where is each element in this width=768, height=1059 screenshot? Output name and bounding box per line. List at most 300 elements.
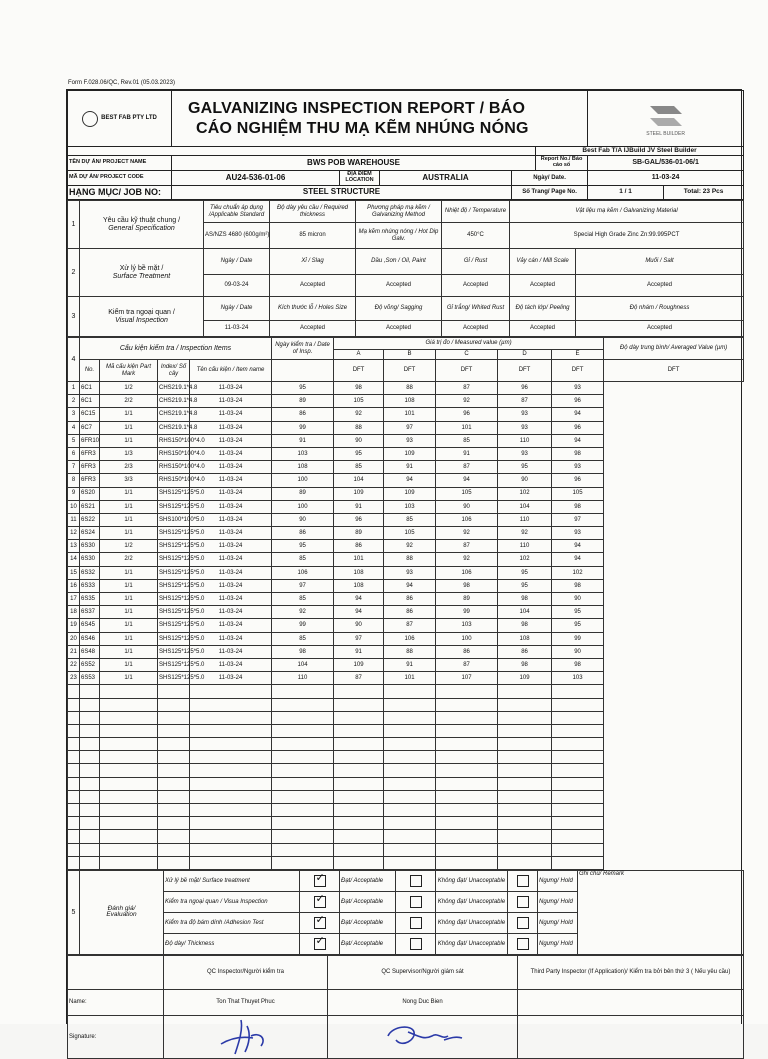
dft-a: 91 xyxy=(272,434,334,447)
dft-a: 99 xyxy=(272,619,334,632)
dft-c: 94 xyxy=(384,579,436,592)
dft-d: 92 xyxy=(436,395,498,408)
table-row xyxy=(68,566,744,579)
table-row xyxy=(68,540,744,553)
unacceptable-checkbox[interactable] xyxy=(396,891,436,912)
table-row xyxy=(68,447,744,460)
part-mark: 6C7 xyxy=(80,421,100,434)
row-no: 22 xyxy=(68,658,80,671)
index: 1/1 xyxy=(100,632,158,645)
part-mark: 6S24 xyxy=(80,527,100,540)
remark: Ghi chú/ Remark xyxy=(578,870,744,954)
dft-b: 95 xyxy=(334,447,384,460)
dft-d: 96 xyxy=(436,408,498,421)
table-row xyxy=(68,487,744,500)
item-name: SHS125*125*5.0 xyxy=(158,540,190,553)
dft-b: 109 xyxy=(334,487,384,500)
dft-e: 96 xyxy=(498,382,552,395)
evaluation-row: Độ dày/ Thickness ✓ Đạt/ Acceptable Không đạt/ Unacceptable Ngưng/ Hold xyxy=(68,933,744,954)
table-row xyxy=(68,500,744,513)
row-no: 23 xyxy=(68,672,80,685)
signature-label: Signature: xyxy=(68,1015,164,1058)
check-icon: ✓ xyxy=(315,913,325,926)
row-no: 17 xyxy=(68,593,80,606)
part-mark: 6S22 xyxy=(80,513,100,526)
dft-b: 86 xyxy=(334,540,384,553)
row-no: 1 xyxy=(68,382,80,395)
dft-c: 91 xyxy=(384,658,436,671)
table-row xyxy=(68,790,744,803)
dft-average: 96 xyxy=(552,395,604,408)
insp-date: 11-03-24 xyxy=(190,566,272,579)
dft-c: 92 xyxy=(384,540,436,553)
unacceptable-checkbox[interactable] xyxy=(396,870,436,891)
table-row xyxy=(68,817,744,830)
table-row xyxy=(68,777,744,790)
dft-d: 100 xyxy=(436,632,498,645)
dft-a: 89 xyxy=(272,487,334,500)
table-row xyxy=(68,658,744,671)
row-no: 5 xyxy=(68,434,80,447)
dft-b: 85 xyxy=(334,461,384,474)
insp-date: 11-03-24 xyxy=(190,474,272,487)
row-no: 18 xyxy=(68,606,80,619)
row-no: 13 xyxy=(68,540,80,553)
row-no: 8 xyxy=(68,474,80,487)
dft-e: 93 xyxy=(498,447,552,460)
index: 1/3 xyxy=(100,447,158,460)
report-no-label: Report No./ Báo cáo số xyxy=(536,156,588,171)
evaluation-row: 5 Đánh giá/ Evaluation Xử lý bề mặt/ Surface treatment ✓ Đạt/ Acceptable Không đạt/ Unacceptable Ngưng/ Hold Ghi chú/ Remark xyxy=(68,870,744,891)
steel-builder-logo: STEEL BUILDER xyxy=(588,91,744,147)
date-of-insp-header: Ngày kiểm tra / Date of Insp. xyxy=(272,338,334,360)
averaged-value-header: Độ dày trung bình/ Averaged Value (µm) xyxy=(604,338,744,360)
dft-average: 103 xyxy=(552,672,604,685)
table-row xyxy=(68,724,744,737)
item-name: CHS219.1*4.8 xyxy=(158,421,190,434)
supervisor-signature xyxy=(328,1015,518,1058)
table-row xyxy=(68,513,744,526)
dft-a: 106 xyxy=(272,566,334,579)
applicable-standard: AS/NZS 4680 (600g/m²) xyxy=(204,223,270,249)
report-title: GALVANIZING INSPECTION REPORT / BÁO CÁO NGHIỆM THU MẠ KẼM NHÚNG NÓNG xyxy=(172,91,588,147)
part-mark: 6S53 xyxy=(80,672,100,685)
dft-e: 95 xyxy=(498,566,552,579)
part-mark: 6S52 xyxy=(80,658,100,671)
item-name: RHS150*100*4.0 xyxy=(158,461,190,474)
visual-inspection-date: 11-03-24 xyxy=(204,321,270,337)
dft-c: 97 xyxy=(384,421,436,434)
location: AUSTRALIA xyxy=(380,171,512,186)
required-thickness: 85 micron xyxy=(270,223,356,249)
company-logo: BEST FAB PTY LTD xyxy=(68,91,172,147)
acceptable-checkbox[interactable] xyxy=(300,912,340,933)
part-mark: 6S30 xyxy=(80,540,100,553)
part-mark: 6S20 xyxy=(80,487,100,500)
third-party-title: Third Party Inspector (If Application)/ Kiểm tra bởi bên thứ 3 ( Nếu yêu cầu) xyxy=(518,955,744,989)
inspection-items-header: Cấu kiện kiểm tra / Inspection Items xyxy=(80,338,272,360)
dft-c: 88 xyxy=(384,645,436,658)
steel-builder-logo-icon xyxy=(644,100,688,132)
row-no: 19 xyxy=(68,619,80,632)
item-name: SHS125*125*5.0 xyxy=(158,658,190,671)
index: 1/1 xyxy=(100,487,158,500)
dft-e: 104 xyxy=(498,606,552,619)
table-row xyxy=(68,593,744,606)
item-name: SHS125*125*5.0 xyxy=(158,566,190,579)
table-row xyxy=(68,421,744,434)
table-row xyxy=(68,579,744,592)
dft-e: 90 xyxy=(498,474,552,487)
check-icon: ✓ xyxy=(315,892,325,905)
dft-d: 87 xyxy=(436,382,498,395)
index: 1/1 xyxy=(100,434,158,447)
dft-average: 90 xyxy=(552,645,604,658)
form-reference: Form F.028.06/QC, Rev.01 (05.03.2023) xyxy=(68,80,175,86)
item-name: CHS219.1*4.8 xyxy=(158,408,190,421)
dft-a: 100 xyxy=(272,474,334,487)
dft-d: 91 xyxy=(436,447,498,460)
part-mark: 6S46 xyxy=(80,632,100,645)
date-label: Ngày/ Date. xyxy=(512,171,588,186)
dft-c: 86 xyxy=(384,593,436,606)
unacceptable-checkbox[interactable] xyxy=(396,933,436,954)
item-name: SHS125*125*5.0 xyxy=(158,619,190,632)
evaluation-item: Kiểm tra độ bám dính /Adhesion Test xyxy=(164,912,300,933)
table-row xyxy=(68,672,744,685)
dft-average: 96 xyxy=(552,421,604,434)
table-row xyxy=(68,685,744,698)
hold-checkbox[interactable] xyxy=(508,933,538,954)
dft-b: 91 xyxy=(334,500,384,513)
dft-b: 109 xyxy=(334,658,384,671)
index: 1/1 xyxy=(100,513,158,526)
table-row xyxy=(68,606,744,619)
row-no: 3 xyxy=(68,408,80,421)
table-row xyxy=(68,698,744,711)
index: 1/1 xyxy=(100,658,158,671)
galvanizing-material: Special High Grade Zinc Zn:99.995PCT xyxy=(510,223,744,249)
job: STEEL STRUCTURE xyxy=(172,186,512,200)
item-name: SHS125*125*5.0 xyxy=(158,606,190,619)
evaluation-item: Độ dày/ Thickness xyxy=(164,933,300,954)
evaluation-section xyxy=(67,870,744,955)
dft-average: 94 xyxy=(552,408,604,421)
dft-c: 106 xyxy=(384,632,436,645)
dft-c: 94 xyxy=(384,474,436,487)
hold-checkbox[interactable] xyxy=(508,912,538,933)
dft-b: 98 xyxy=(334,382,384,395)
table-row xyxy=(68,738,744,751)
insp-date: 11-03-24 xyxy=(190,500,272,513)
item-name: SHS125*125*5.0 xyxy=(158,645,190,658)
page-label: Số Trang/ Page No. xyxy=(512,186,588,200)
supervisor-name: Nong Duc Bien xyxy=(328,989,518,1015)
part-mark: 6S37 xyxy=(80,606,100,619)
part-mark: 6FR10 xyxy=(80,434,100,447)
dft-c: 103 xyxy=(384,500,436,513)
insp-date: 11-03-24 xyxy=(190,421,272,434)
dft-e: 109 xyxy=(498,672,552,685)
index: 2/2 xyxy=(100,395,158,408)
index: 1/2 xyxy=(100,382,158,395)
dft-e: 98 xyxy=(498,593,552,606)
dft-d: 101 xyxy=(436,421,498,434)
dft-d: 99 xyxy=(436,606,498,619)
table-row xyxy=(68,764,744,777)
dft-d: 85 xyxy=(436,434,498,447)
dft-average: 94 xyxy=(552,553,604,566)
index: 1/1 xyxy=(100,672,158,685)
row-no: 7 xyxy=(68,461,80,474)
table-row xyxy=(68,408,744,421)
dft-e: 87 xyxy=(498,395,552,408)
dft-a: 95 xyxy=(272,540,334,553)
insp-date: 11-03-24 xyxy=(190,658,272,671)
dft-average: 93 xyxy=(552,527,604,540)
insp-date: 11-03-24 xyxy=(190,593,272,606)
best-fab-logo-icon xyxy=(82,111,98,127)
dft-a: 95 xyxy=(272,382,334,395)
table-row xyxy=(68,751,744,764)
dft-d: 92 xyxy=(436,527,498,540)
part-mark: 6FR3 xyxy=(80,474,100,487)
table-row xyxy=(68,804,744,817)
table-row xyxy=(68,553,744,566)
dft-d: 89 xyxy=(436,593,498,606)
part-mark: 6C1 xyxy=(80,382,100,395)
dft-e: 104 xyxy=(498,500,552,513)
part-mark: 6C1 xyxy=(80,395,100,408)
dft-average: 99 xyxy=(552,632,604,645)
dft-b: 92 xyxy=(334,408,384,421)
dft-average: 96 xyxy=(552,474,604,487)
table-row xyxy=(68,645,744,658)
insp-date: 11-03-24 xyxy=(190,395,272,408)
dft-b: 105 xyxy=(334,395,384,408)
dft-b: 108 xyxy=(334,566,384,579)
table-row xyxy=(68,632,744,645)
dft-a: 103 xyxy=(272,447,334,460)
dft-c: 93 xyxy=(384,434,436,447)
part-mark: 6S48 xyxy=(80,645,100,658)
dft-c: 86 xyxy=(384,606,436,619)
dft-d: 92 xyxy=(436,553,498,566)
dft-average: 102 xyxy=(552,566,604,579)
item-name: SHS125*125*5.0 xyxy=(158,500,190,513)
measured-value-header: Giá trị đo / Measured value (µm) xyxy=(334,338,604,350)
item-name: SHS125*125*5.0 xyxy=(158,553,190,566)
hold-checkbox[interactable] xyxy=(508,891,538,912)
visual-inspection-label: Kiểm tra ngoại quan / Visual Inspection xyxy=(80,297,204,337)
row-no: 6 xyxy=(68,447,80,460)
dft-c: 109 xyxy=(384,487,436,500)
dft-d: 87 xyxy=(436,461,498,474)
acceptable-checkbox[interactable] xyxy=(300,870,340,891)
dft-a: 99 xyxy=(272,421,334,434)
dft-e: 110 xyxy=(498,434,552,447)
index: 1/1 xyxy=(100,606,158,619)
dft-a: 110 xyxy=(272,672,334,685)
index: 1/1 xyxy=(100,421,158,434)
dft-c: 87 xyxy=(384,619,436,632)
dft-d: 98 xyxy=(436,579,498,592)
dft-average: 93 xyxy=(552,461,604,474)
project-name: BWS POB WAREHOUSE xyxy=(172,156,536,171)
table-row xyxy=(68,474,744,487)
dft-e: 110 xyxy=(498,540,552,553)
dft-d: 87 xyxy=(436,540,498,553)
dft-c: 108 xyxy=(384,395,436,408)
dft-d: 87 xyxy=(436,658,498,671)
dft-a: 86 xyxy=(272,408,334,421)
dft-average: 95 xyxy=(552,606,604,619)
item-name: SHS125*125*5.0 xyxy=(158,593,190,606)
part-mark: 6S32 xyxy=(80,566,100,579)
inspection-items-body xyxy=(68,382,744,870)
dft-e: 102 xyxy=(498,553,552,566)
hold-checkbox[interactable] xyxy=(508,870,538,891)
dft-b: 96 xyxy=(334,513,384,526)
check-icon: ✓ xyxy=(315,871,325,884)
dft-a: 85 xyxy=(272,553,334,566)
table-row xyxy=(68,830,744,843)
dft-e: 92 xyxy=(498,527,552,540)
item-name: SHS100*100*5.0 xyxy=(158,513,190,526)
dft-c: 88 xyxy=(384,553,436,566)
evaluation-item: Xử lý bề mặt/ Surface treatment xyxy=(164,870,300,891)
row-no: 12 xyxy=(68,527,80,540)
dft-b: 87 xyxy=(334,672,384,685)
row-no: 16 xyxy=(68,579,80,592)
index: 1/1 xyxy=(100,527,158,540)
dft-b: 89 xyxy=(334,527,384,540)
requirements-section: 1 Yêu cầu kỹ thuật chung / General Specification Tiêu chuẩn áp dụng /Applicable Standard Độ dày yêu cầu / Required thickness Phương pháp mạ kẽm / Galvanizing Method Nhiệt độ / Temperature Vật liệu mạ kẽm / Galvanizing Material AS/NZS 4680 (600g/m²) 85 micron Mạ kẽm nhúng nóng / Hot Dip Galv. 450°C Special High Grade Zinc Zn:99.995PCT 2 Xử lý bề mặt / Surface Treatment Ngày / Date Xỉ / Slag Dầu ,Sơn / Oil, Paint Gỉ / Rust Vảy cán / Mill Scale Muối / Salt 09-03-24 Accepted Accepted Accepted Accepted Accepted 3 Kiểm tra ngoại quan / Visual Inspection Ngày / Date Kích thước lỗ / Holes Size Độ võng/ Sagging Gỉ trắng/ Whited Rust Độ tách lớp/ Peeling Độ nhám / Roughness 11-03-24 Accepted Accepted Accepted Accepted Accepted xyxy=(67,200,744,337)
dft-e: 93 xyxy=(498,421,552,434)
dft-d: 90 xyxy=(436,500,498,513)
dft-e: 98 xyxy=(498,658,552,671)
dft-d: 106 xyxy=(436,513,498,526)
dft-b: 90 xyxy=(334,434,384,447)
temperature: 450°C xyxy=(442,223,510,249)
evaluation-row: Kiểm tra ngoại quan / Visua Inspection ✓ Đạt/ Acceptable Không đạt/ Unacceptable Ngưng/ Hold xyxy=(68,891,744,912)
unacceptable-checkbox[interactable] xyxy=(396,912,436,933)
dft-b: 88 xyxy=(334,421,384,434)
general-spec-label: Yêu cầu kỹ thuật chung / General Specification xyxy=(80,201,204,249)
item-name: CHS219.1*4.8 xyxy=(158,395,190,408)
report-date: 11-03-24 xyxy=(588,171,744,186)
qc-supervisor-title: QC Supervisor/Người giám sát xyxy=(328,955,518,989)
project-name-label: TÊN DỰ ÁN/ PROJECT NAME xyxy=(68,156,172,171)
index: 1/1 xyxy=(100,408,158,421)
part-mark: 6C15 xyxy=(80,408,100,421)
dft-average: 90 xyxy=(552,593,604,606)
row-no: 4 xyxy=(68,421,80,434)
dft-average: 98 xyxy=(552,658,604,671)
dft-c: 109 xyxy=(384,447,436,460)
dft-e: 98 xyxy=(498,619,552,632)
evaluation-item: Kiểm tra ngoại quan / Visua Inspection xyxy=(164,891,300,912)
dft-average: 98 xyxy=(552,579,604,592)
item-name: SHS125*125*5.0 xyxy=(158,487,190,500)
dft-average: 105 xyxy=(552,487,604,500)
insp-date: 11-03-24 xyxy=(190,619,272,632)
dft-average: 94 xyxy=(552,434,604,447)
dft-d: 103 xyxy=(436,619,498,632)
inspection-report-sheet xyxy=(66,89,742,1040)
table-row xyxy=(68,382,744,395)
dft-a: 90 xyxy=(272,513,334,526)
report-no: SB-GAL/536-01-06/1 xyxy=(588,156,744,171)
acceptable-checkbox[interactable] xyxy=(300,933,340,954)
dft-a: 92 xyxy=(272,606,334,619)
report-subtitle: Best Fab T/A IJBuild JV Steel Builder xyxy=(536,147,744,156)
dft-b: 94 xyxy=(334,593,384,606)
part-mark: 6S33 xyxy=(80,579,100,592)
dft-a: 100 xyxy=(272,500,334,513)
dft-e: 93 xyxy=(498,408,552,421)
row-no: 21 xyxy=(68,645,80,658)
dft-d: 94 xyxy=(436,474,498,487)
dft-e: 102 xyxy=(498,487,552,500)
table-row xyxy=(68,395,744,408)
insp-date: 11-03-24 xyxy=(190,382,272,395)
part-mark: 6S45 xyxy=(80,619,100,632)
index: 3/3 xyxy=(100,474,158,487)
dft-d: 105 xyxy=(436,487,498,500)
dft-e: 108 xyxy=(498,632,552,645)
dft-a: 98 xyxy=(272,645,334,658)
dft-b: 91 xyxy=(334,645,384,658)
dft-e: 95 xyxy=(498,461,552,474)
dft-c: 93 xyxy=(384,566,436,579)
acceptable-checkbox[interactable] xyxy=(300,891,340,912)
dft-a: 97 xyxy=(272,579,334,592)
dft-b: 90 xyxy=(334,619,384,632)
inspector-signature xyxy=(164,1015,328,1058)
dft-average: 98 xyxy=(552,447,604,460)
name-label: Name: xyxy=(68,989,164,1015)
report-header xyxy=(67,90,744,200)
surface-treatment-date: 09-03-24 xyxy=(204,275,270,297)
location-label: ĐỊA ĐIỂM LOCATION xyxy=(340,171,380,186)
insp-date: 11-03-24 xyxy=(190,645,272,658)
insp-date: 11-03-24 xyxy=(190,672,272,685)
project-code: AU24-536-01-06 xyxy=(172,171,340,186)
insp-date: 11-03-24 xyxy=(190,447,272,460)
dft-c: 105 xyxy=(384,527,436,540)
insp-date: 11-03-24 xyxy=(190,553,272,566)
item-name: SHS125*125*5.0 xyxy=(158,672,190,685)
row-no: 14 xyxy=(68,553,80,566)
item-name: SHS125*125*5.0 xyxy=(158,632,190,645)
index: 2/3 xyxy=(100,461,158,474)
row-no: 2 xyxy=(68,395,80,408)
dft-average: 94 xyxy=(552,540,604,553)
item-name: RHS150*100*4.0 xyxy=(158,434,190,447)
dft-b: 101 xyxy=(334,553,384,566)
insp-date: 11-03-24 xyxy=(190,434,272,447)
item-name: SHS125*125*5.0 xyxy=(158,527,190,540)
dft-a: 85 xyxy=(272,593,334,606)
part-mark: 6S30 xyxy=(80,553,100,566)
dft-c: 101 xyxy=(384,408,436,421)
job-label: HẠNG MỤC/ JOB NO: xyxy=(68,186,172,200)
insp-date: 11-03-24 xyxy=(190,513,272,526)
item-name: CHS219.1*4.8 xyxy=(158,382,190,395)
dft-average: 95 xyxy=(552,619,604,632)
dft-a: 85 xyxy=(272,632,334,645)
